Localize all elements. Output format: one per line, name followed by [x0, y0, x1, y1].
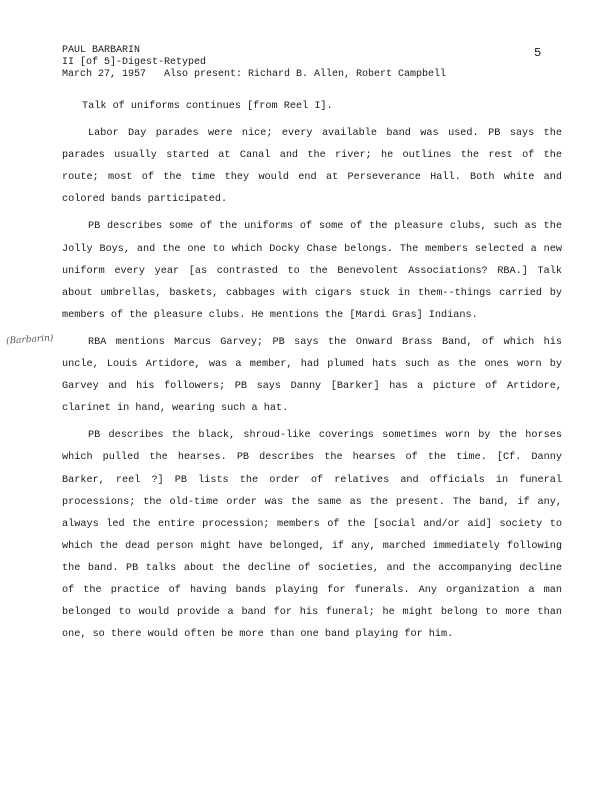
- interviewee-name: PAUL BARBARIN: [62, 45, 141, 56]
- reel-info: II [of 5]-Digest-Retyped: [62, 57, 207, 68]
- transcript-body: [62, 96, 562, 651]
- date-attendees: March 27, 1957 Also present: Richard B. Allen, Robert Campbell: [62, 69, 447, 80]
- page-number: 5: [534, 46, 542, 60]
- margin-handwritten-note: (Barbarin): [5, 333, 54, 347]
- paragraph-3: PB describes some of the uniforms of some of the pleasure clubs, such as the Jolly Boys, and the one to which Docky Chase belongs. The members selected a new uniform every year [as contrasted to the Benevolent Associations? RBA.] Talk about umbrellas, baskets, cabbages with cigars stuck in them--things carried by members of the pleasure clubs. He mentions the [Mardi Gras] Indians.: [62, 221, 562, 321]
- paragraph-2: Labor Day parades were nice; every available band was used. PB says the parades usually started at Canal and the river; he outlines the rest of the route; most of the time they would end at Perseverance Hall. Both white and colored bands participated.: [62, 128, 562, 206]
- paragraph-4: RBA mentions Marcus Garvey; PB says the Onward Brass Band, of which his uncle, Louis Artidore, was a member, had plumed hats such as the ones worn by Garvey and his followers; PB says Danny [Barker] has a picture of Artidore, clarinet in hand, wearing such a hat.: [62, 336, 562, 415]
- paragraph-5: PB describes the black, shroud-like coverings sometimes worn by the horses which pulled the hearses. PB describes the hearses of the time. [Cf. Danny Barker, reel ?] PB lists the order of relatives and officials in funeral processions; the old-time order was the same as the present. The band, if any, always led the entire procession; members of the [social and/or aid] society to which the dead person might have belonged, if any, marched immediately following the band. PB talks about the decline of societies, and the accompanying decline of the practice of having bands playing for funerals. Any organization a man belonged to would provide a band for his funeral; he might belong to more than one, so there would often be more than one band playing for him.: [62, 430, 562, 641]
- paragraph-1: Talk of uniforms continues [from Reel I].: [82, 101, 333, 112]
